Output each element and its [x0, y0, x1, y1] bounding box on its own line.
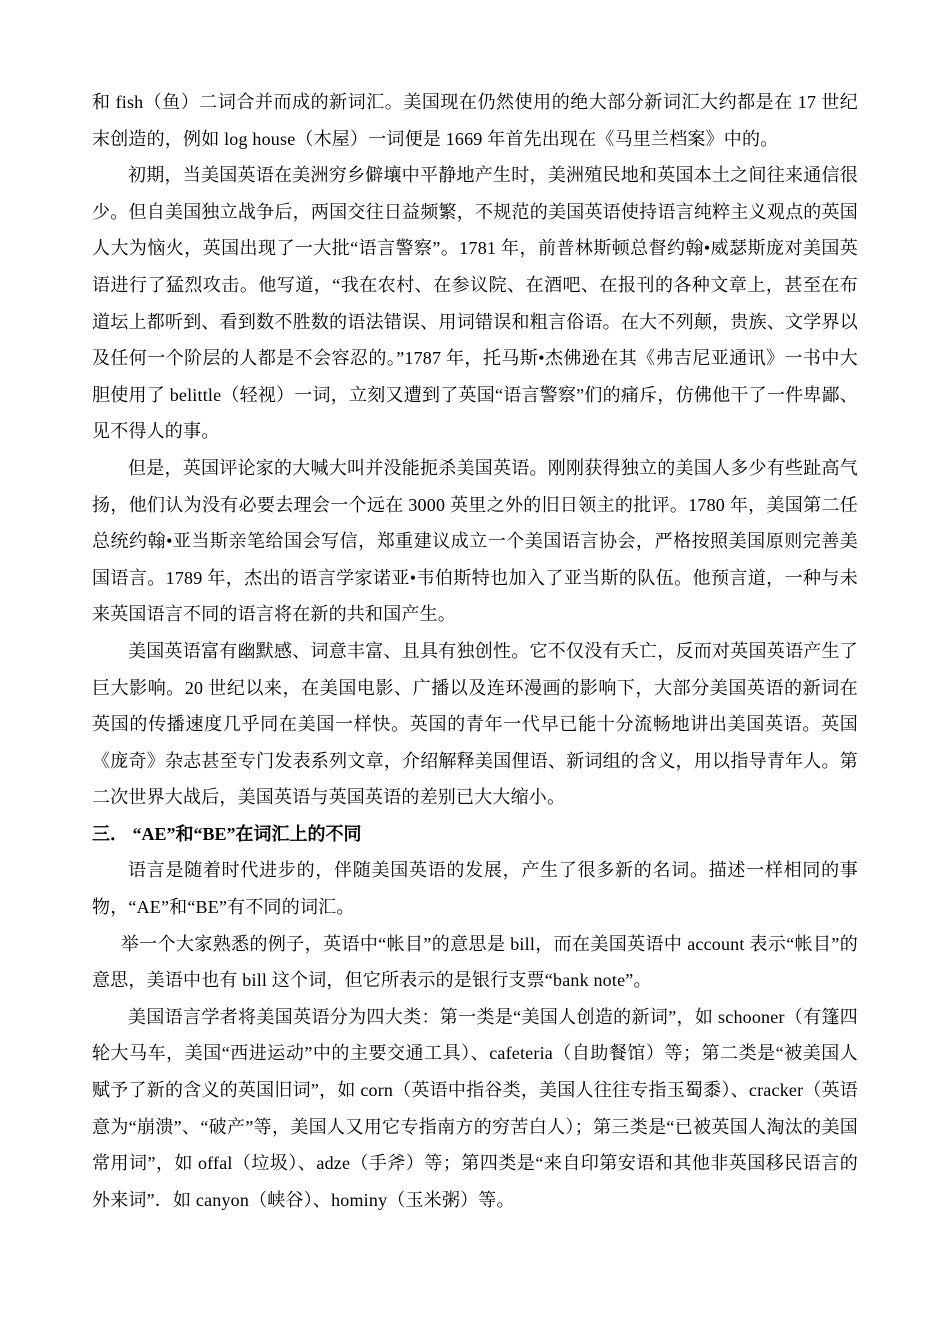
- document-page: [92, 84, 858, 1218]
- section-heading: [92, 816, 858, 853]
- paragraph-four-categories: 美国语言学者将美国英语分为四大类：第一类是“美国人创造的新词”，如 schooner（有篷四轮大马车，美国“西进运动”中的主要交通工具）、cafeteria（自助餐馆）等；第二类是“被美国人赋予了新的含义的英国旧词”，如 corn（英语中指谷类，美国人往往专指玉蜀黍）、cracker（英语意为“崩溃”、“破产”等，美国人又用它专指南方的穷苦白人）；第三类是“已被英国人淘汰的美国常用词”，如 offal（垃圾）、adze（手斧）等；第四类是“来自印第安语和其他非英国移民语言的外来词”．如 canyon（峡谷）、hominy（玉米粥）等。: [92, 1006, 858, 1210]
- paragraph-influence: 美国英语富有幽默感、词意丰富、且具有独创性。它不仅没有夭亡，反而对英国英语产生了巨大影响。20 世纪以来，在美国电影、广播以及连环漫画的影响下，大部分美国英语的新词在英国的传播速度几乎同在美国一样快。英国的青年一代早已能十分流畅地讲出美国英语。英国《庞奇》杂志甚至专门发表系列文章，介绍解释美国俚语、新词组的含义，用以指导青年人。第二次世界大战后，美国英语与英国英语的差别已大大缩小。: [92, 640, 858, 808]
- section-title: “AE”和“BE”在词汇上的不同: [132, 823, 362, 844]
- paragraph-early-period: 初期，当美国英语在美洲穷乡僻壤中平静地产生时，美洲殖民地和英国本土之间往来通信很少。但自美国独立战争后，两国交往日益频繁，不规范的美国英语使持语言纯粹主义观点的英国人大为恼火，英国出现了一大批“语言警察”。1781 年，前普林斯顿总督约翰•威瑟斯庞对美国英语进行了猛烈攻击。他写道，“我在农村、在参议院、在酒吧、在报刊的各种文章上，甚至在布道坛上都听到、看到数不胜数的语法错误、用词错误和粗言俗语。在大不列颠，贵族、文学界以及任何一个阶层的人都是不会容忍的。”1787 年，托马斯•杰佛逊在其《弗吉尼亚通讯》一书中大胆使用了 belittle（轻视）一词，立刻又遭到了英国“语言警察”们的痛斥，仿佛他干了一件卑鄙、见不得人的事。: [92, 165, 858, 442]
- section-number: 三．: [92, 823, 128, 844]
- paragraph-critics: 但是，英国评论家的大喊大叫并没能扼杀美国英语。刚刚获得独立的美国人多少有些趾高气扬，他们认为没有必要去理会一个远在 3000 英里之外的旧日领主的批评。1780 年，美国第二任总统约翰•亚当斯亲笔给国会写信，郑重建议成立一个美国语言协会，严格按照美国原则完善美国语言。1789 年，杰出的语言学家诺亚•韦伯斯特也加入了亚当斯的队伍。他预言道，一种与未来英国语言不同的语言将在新的共和国产生。: [92, 457, 858, 625]
- paragraph-continued: 和 fish（鱼）二词合并而成的新词汇。美国现在仍然使用的绝大部分新词汇大约都是在 17 世纪末创造的，例如 log house（木屋）一词便是 1669 年首先出现在《马里兰档案》中的。: [92, 92, 858, 149]
- paragraph-bill-example: 举一个大家熟悉的例子，英语中“帐目”的意思是 bill，而在美国英语中 account 表示“帐目”的意思，美语中也有 bill 这个词，但它所表示的是银行支票“bank note”。: [92, 933, 858, 991]
- paragraph-new-nouns: 语言是随着时代进步的，伴随美国英语的发展，产生了很多新的名词。描述一样相同的事物，“AE”和“BE”有不同的词汇。: [92, 860, 858, 918]
